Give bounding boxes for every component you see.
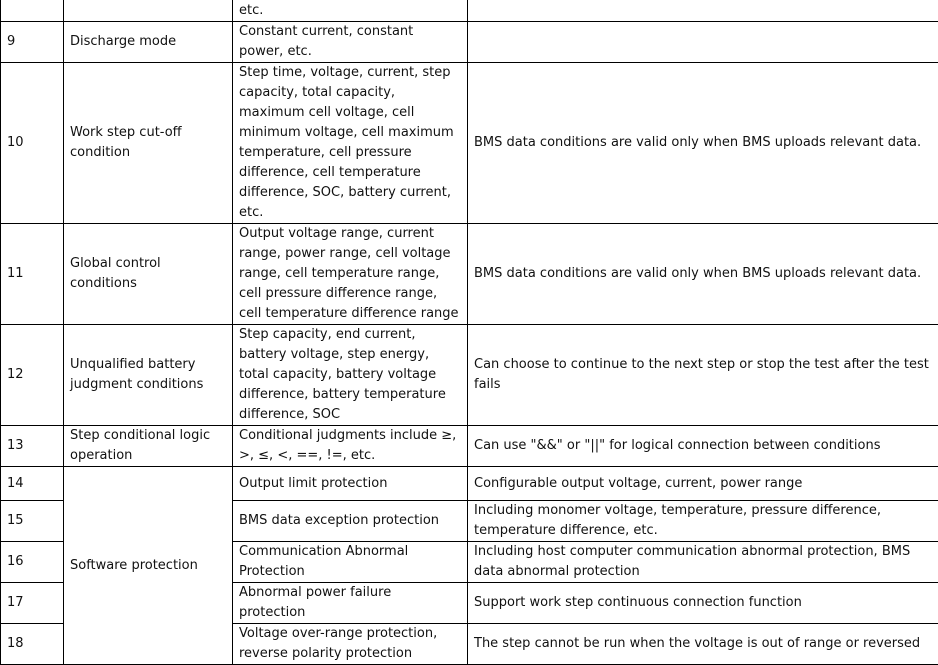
table-row xyxy=(1,22,938,63)
remarks-cell: Can choose to continue to the next step or stop the test after the test fails xyxy=(468,325,938,426)
remarks-cell: Including host computer communication abnormal protection, BMS data abnormal protection xyxy=(468,542,938,583)
content-cell: Voltage over-range protection, reverse polarity protection xyxy=(233,624,468,665)
item-cell xyxy=(64,0,233,22)
row-number-cell: 17 xyxy=(1,583,64,624)
item-cell: Discharge mode xyxy=(64,22,233,63)
row-number-cell: 14 xyxy=(1,467,64,501)
row-number-cell: 18 xyxy=(1,624,64,665)
row-number-cell: 15 xyxy=(1,501,64,542)
remarks-cell: Including monomer voltage, temperature, pressure difference, temperature difference, etc. xyxy=(468,501,938,542)
row-number-cell: 13 xyxy=(1,426,64,467)
remarks-cell: Support work step continuous connection function xyxy=(468,583,938,624)
remarks-cell xyxy=(468,0,938,22)
remarks-cell: Can use "&&" or "||" for logical connection between conditions xyxy=(468,426,938,467)
content-cell: Abnormal power failure protection xyxy=(233,583,468,624)
table-row xyxy=(1,426,938,467)
item-cell-software-protection: Software protection xyxy=(64,467,233,665)
remarks-cell: The step cannot be run when the voltage is out of range or reversed xyxy=(468,624,938,665)
content-cell: Conditional judgments include ≥, >, ≤, <, ==, !=, etc. xyxy=(233,426,468,467)
remarks-cell xyxy=(468,22,938,63)
content-cell: Constant current, constant power, etc. xyxy=(233,22,468,63)
row-number-cell: 12 xyxy=(1,325,64,426)
table-row xyxy=(1,325,938,426)
item-cell: Step conditional logic operation xyxy=(64,426,233,467)
content-cell: BMS data exception protection xyxy=(233,501,468,542)
content-cell: Output voltage range, current range, power range, cell voltage range, cell temperature range, cell pressure difference range, cell temperature difference range xyxy=(233,224,468,325)
row-number-cell: 9 xyxy=(1,22,64,63)
content-cell: Step capacity, end current, battery voltage, step energy, total capacity, battery voltage difference, battery temperature difference, SOC xyxy=(233,325,468,426)
item-cell: Work step cut-off condition xyxy=(64,63,233,224)
content-cell: Communication Abnormal Protection xyxy=(233,542,468,583)
item-cell: Global control conditions xyxy=(64,224,233,325)
content-cell: Step time, voltage, current, step capacity, total capacity, maximum cell voltage, cell minimum voltage, cell maximum temperature, cell pressure difference, cell temperature difference, SOC, battery current, etc. xyxy=(233,63,468,224)
remarks-cell: BMS data conditions are valid only when BMS uploads relevant data. xyxy=(468,63,938,224)
table-row xyxy=(1,224,938,325)
row-number-cell: 16 xyxy=(1,542,64,583)
table-row xyxy=(1,63,938,224)
remarks-cell: Configurable output voltage, current, power range xyxy=(468,467,938,501)
item-cell: Unqualified battery judgment conditions xyxy=(64,325,233,426)
content-cell: etc. xyxy=(233,0,468,22)
content-cell: Output limit protection xyxy=(233,467,468,501)
table-row xyxy=(1,0,938,22)
row-number-cell xyxy=(1,0,64,22)
table-row xyxy=(1,467,938,501)
row-number-cell: 11 xyxy=(1,224,64,325)
remarks-cell: BMS data conditions are valid only when BMS uploads relevant data. xyxy=(468,224,938,325)
row-number-cell: 10 xyxy=(1,63,64,224)
